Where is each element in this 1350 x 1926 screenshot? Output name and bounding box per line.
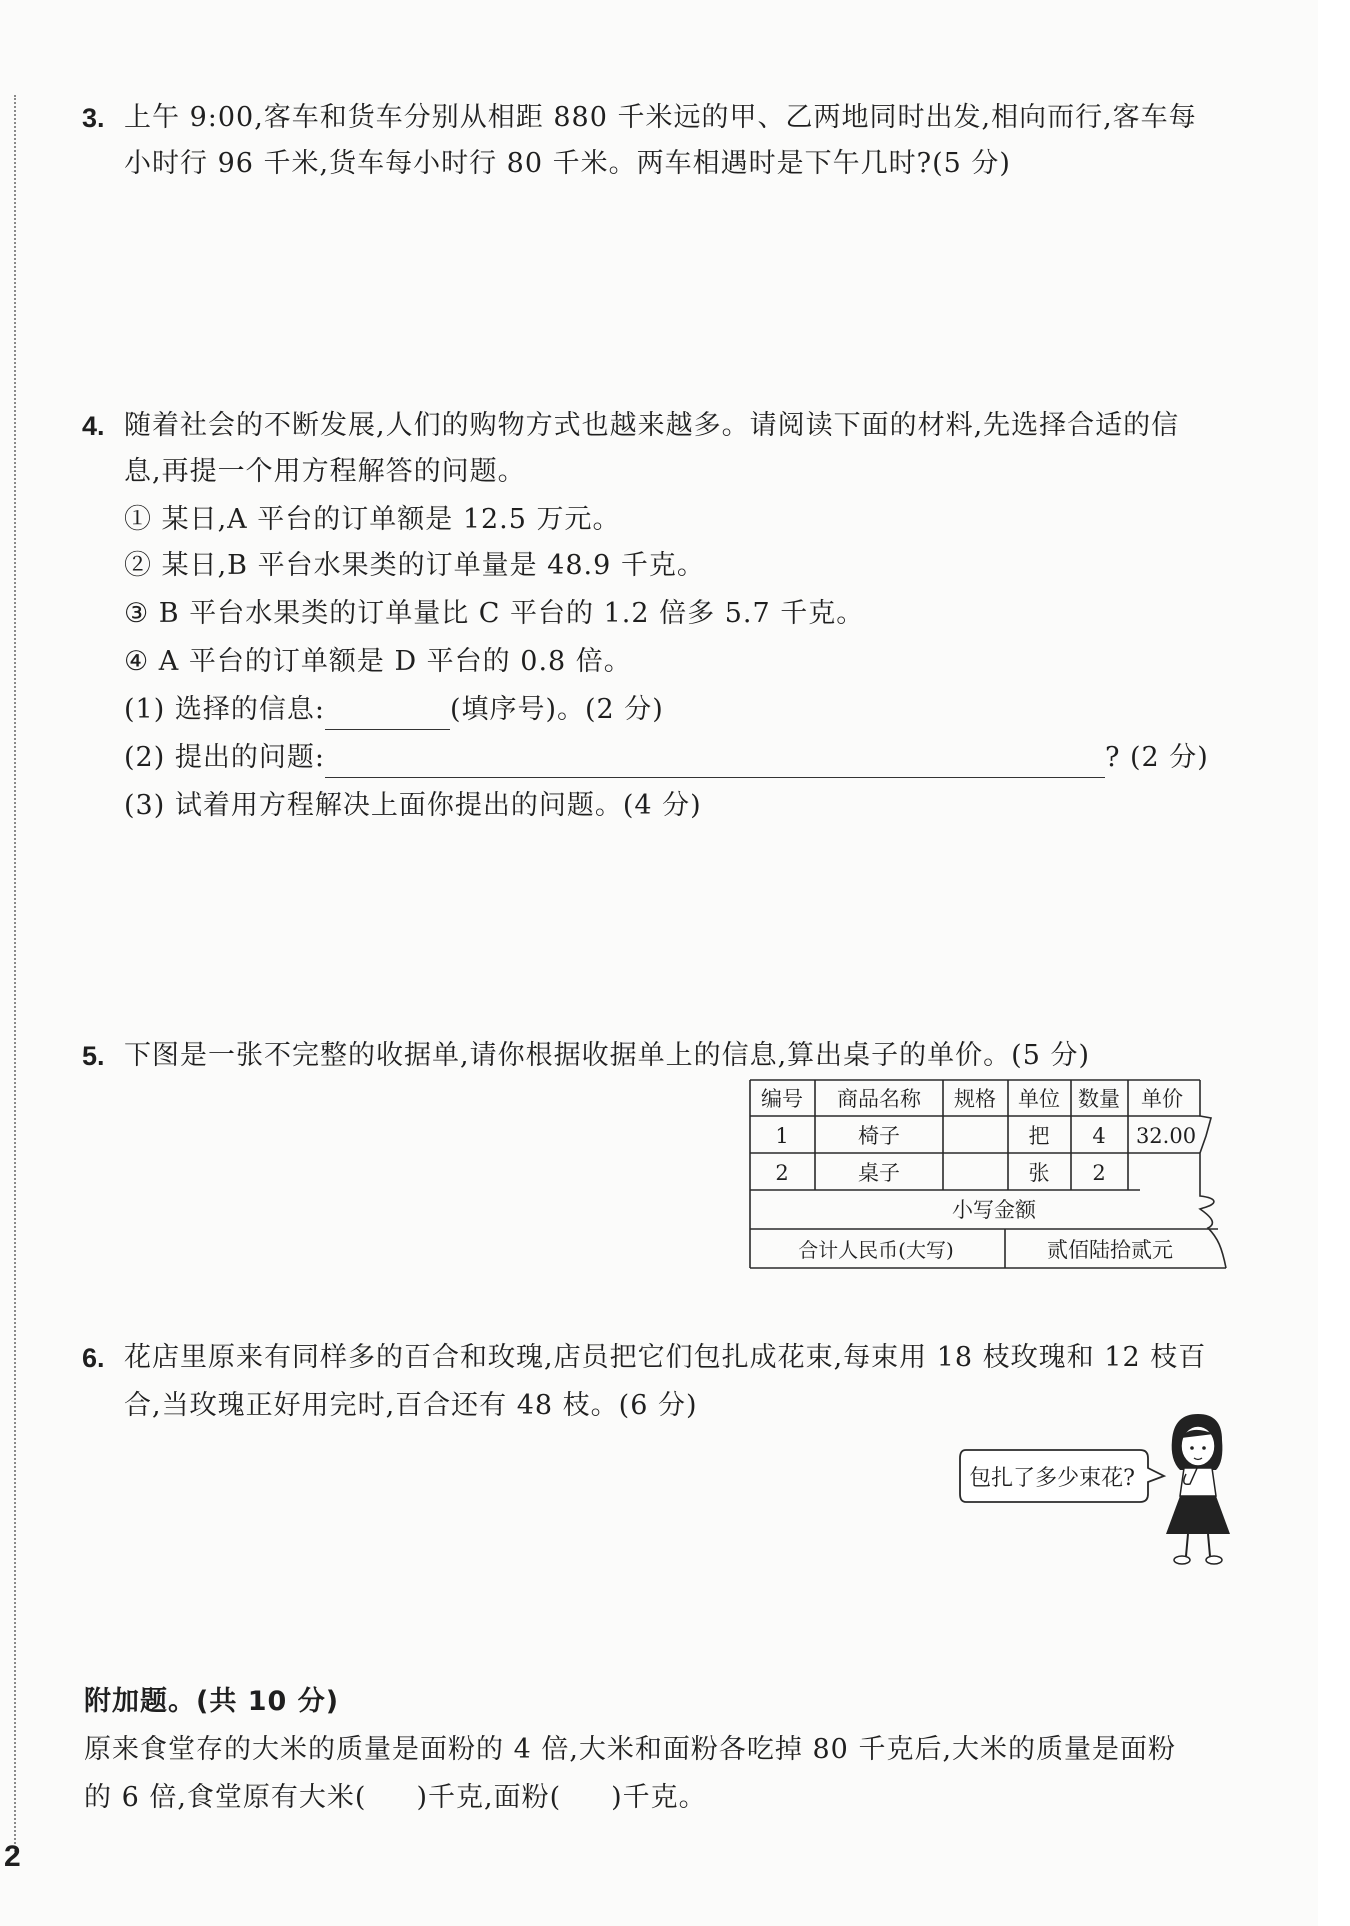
girl-illustration [1150,1410,1240,1574]
receipt-header-unit: 单位 [1018,1087,1060,1111]
question-4-sub-1 [124,690,664,730]
bonus-line-2-b: )千克,面粉( [416,1782,562,1813]
speech-bubble-text: 包扎了多少束花? [969,1466,1135,1491]
receipt-header-spec: 规格 [954,1087,996,1111]
receipt-row-1-qty: 4 [1092,1124,1106,1148]
question-5-line-1: 下图是一张不完整的收据单,请你根据收据单上的信息,算出桌子的单价。(5 分) [124,1040,1090,1071]
question-6-line-1: 花店里原来有同样多的百合和玫瑰,店员把它们包扎成花束,每束用 18 枝玫瑰和 12 枝百 [124,1342,1207,1373]
question-4-sub-3: (3) 试着用方程解决上面你提出的问题。(4 分) [124,790,702,821]
question-4-sub-2 [124,738,1209,778]
speech-bubble [958,1446,1168,1514]
question-6-line-2: 合,当玫瑰正好用完时,百合还有 48 枝。(6 分) [124,1390,698,1421]
bonus-line-2-c: )千克。 [611,1782,707,1813]
receipt-total-value: 贰佰陆拾贰元 [1047,1238,1173,1262]
question-4-info-4: ④ A 平台的订单额是 D 平台的 0.8 倍。 [124,646,632,677]
sub-2-prefix: (2) 提出的问题: [124,742,325,773]
receipt-table [748,1078,1238,1282]
sub-2-suffix: ? (2 分) [1104,742,1209,773]
receipt-row-1-name: 椅子 [858,1124,900,1148]
question-4-line-1: 随着社会的不断发展,人们的购物方式也越来越多。请阅读下面的材料,先选择合适的信 [124,410,1180,441]
receipt-header-qty: 数量 [1078,1087,1120,1111]
receipt-header-price: 单价 [1141,1087,1183,1111]
receipt-row-2-name: 桌子 [858,1161,900,1185]
sub-1-answer-blank[interactable] [325,701,450,730]
sub-1-prefix: (1) 选择的信息: [124,694,325,725]
receipt-subtotal-label: 小写金额 [952,1198,1036,1222]
question-3-number: 3. [82,103,105,133]
binding-margin-dotted-line [14,95,16,1855]
receipt-total-label: 合计人民币(大写) [798,1238,954,1262]
speech-bubble-graphic [958,1446,1168,1510]
page-edge [1318,0,1350,1926]
receipt-header-name: 商品名称 [837,1087,921,1111]
page-number: 2 [4,1840,21,1873]
bonus-line-2-a: 的 6 倍,食堂原有大米( [84,1782,367,1813]
question-4-number: 4. [82,411,105,441]
question-4-info-2: ② 某日,B 平台水果类的订单量是 48.9 千克。 [124,550,705,581]
question-4-line-2: 息,再提一个用方程解答的问题。 [124,456,526,487]
question-6-number: 6. [82,1343,105,1373]
receipt-row-2-no: 2 [775,1161,789,1185]
bonus-title: 附加题。(共 10 分) [84,1686,340,1717]
girl-graphic [1150,1410,1240,1570]
receipt-row-2-unit: 张 [1028,1161,1050,1185]
receipt-row-1-unit: 把 [1028,1124,1050,1148]
question-3-line-1: 上午 9:00,客车和货车分别从相距 880 千米远的甲、乙两地同时出发,相向而行,客车每 [124,102,1197,133]
sub-1-suffix: (填序号)。(2 分) [449,694,664,725]
receipt-header-no: 编号 [761,1087,803,1111]
question-3-line-2: 小时行 96 千米,货车每小时行 80 千米。两车相遇时是下午几时?(5 分) [124,148,1011,179]
receipt-row-1-price: 32.00 [1135,1124,1197,1148]
question-5-number: 5. [82,1041,105,1071]
bonus-line-1: 原来食堂存的大米的质量是面粉的 4 倍,大米和面粉各吃掉 80 千克后,大米的质量是面粉 [84,1734,1177,1765]
receipt-graphic [748,1078,1238,1278]
receipt-row-1-no: 1 [775,1124,789,1148]
sub-2-answer-blank[interactable] [325,749,1105,778]
receipt-row-2-qty: 2 [1092,1161,1106,1185]
question-4-info-1: ① 某日,A 平台的订单额是 12.5 万元。 [124,504,621,535]
question-4-info-3: ③ B 平台水果类的订单量比 C 平台的 1.2 倍多 5.7 千克。 [124,598,865,629]
bonus-line-2 [84,1778,707,1818]
